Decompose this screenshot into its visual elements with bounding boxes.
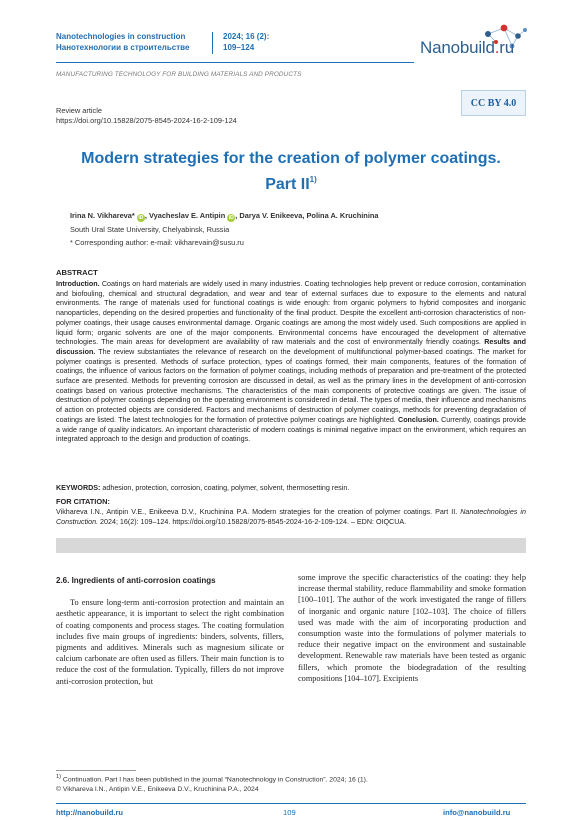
citation-authors: Vikhareva I.N., Antipin V.E., Enikeeva D.V., Kruchinina P.A. Modern strategies for the creation of polymer coatings. Part II. [56,508,461,516]
abstract-intro: Coatings on hard materials are widely used in many industries. Coating technologies help prevent or reduce corrosion, contamination and biofouling, chemical and structural degradation, and wear and tear of external surfaces due to exposure to the elements and natural environments. The range of materials used for functional coatings is wide enough: from organic polymers to hybrid composites and inorganic nanoparticles, depending on the desired properties and functionality of the final product. Despite the excellent anti-corrosion characteristics of non-polymer coatings, their usage causes environmental damage. Organic coatings are among the most widely used. Such compositions are applied in liquid form; organic solvents are one of the major components. Environmental concerns have encouraged the development of alternative technologies. The main areas for development are availability of raw materials and the cost of environmentally friendly coatings. [56,280,526,347]
keywords-text: adhesion, protection, corrosion, coating, polymer, solvent, thermosetting resin. [100,484,350,492]
logo-tld: ru [499,38,515,57]
body-paragraph: some improve the specific characteristics of the coating: they help increase thermal stability, reduce flammability and smoke formation [100–101]. The author of the work investigated the range of fillers of inorganic and organic nature [102–103]. The choice of fillers used was made with the aim of incorporating production and consumption waste into the formulations of polymer materials to reduce their negative impact on the environment and sustainable development. Renewable raw materials have been tested as organic fillers, which promote the biodegradation of the resulting compositions [104–107]. Excipients [298,573,526,683]
citation-details: 2024; 16(2): 109–124. https://doi.org/10.15828/2075-8545-2024-16-2-109-124. – EDN: OIQCUA. [98,517,407,526]
title-part: Part II [265,176,310,193]
abstract-conclusion: Currently, coatings provide a wide range of quality indicators. An important characteristic of modern coatings is minimal negative impact on the environment, which requires an integrated approach to the design and production of coatings. [56,415,527,444]
orcid-icon[interactable]: iD [228,215,234,221]
article-type: Review article [56,106,103,115]
authors [70,211,379,222]
orcid-icon[interactable]: iD [138,215,144,221]
journal-name [56,32,189,53]
abstract-results-label: Results and discussion. [56,338,526,356]
issue-number: 2024; 16 (2): [223,32,270,41]
abstract-conclusion-label: Conclusion. [398,415,439,424]
footnote-marker: 1) [56,774,62,780]
copyright-note: © Vikhareva I.N., Antipin V.E., Enikeeva D.V., Kruchinina P.A., 2024 [56,786,259,793]
abstract-text [56,280,526,445]
footer-url[interactable]: http://nanobuild.ru [56,808,124,817]
abstract-intro-label: Introduction. [56,280,100,288]
header-rule [56,62,414,63]
keywords-label: KEYWORDS: [56,484,101,492]
title-line-2 [56,169,526,195]
affiliation: South Ural State University, Chelyabinsk, Russia [70,225,230,234]
footnote-1 [56,774,368,783]
section-label: MANUFACTURING TECHNOLOGY FOR BUILDING MATERIALS AND PRODUCTS [56,71,302,78]
journal-name-en: Nanotechnologies in construction [56,32,186,41]
abstract-heading: ABSTRACT [56,268,98,277]
title-line-1: Modern strategies for the creation of polymer coatings. [81,150,501,167]
header-divider [212,32,213,54]
author-2: , Vyacheslav E. Antipin [144,211,226,220]
corresponding-author: * Corresponding author: e-mail: vikharevain@susu.ru [70,238,244,247]
footer-email[interactable]: info@nanobuild.ru [443,808,511,817]
citation-journal: Nanotechnologies in Construction. [56,508,526,526]
body-paragraph: To ensure long-term anti-corrosion protection and maintain an aesthetic appearance, it is important to select the right combination of coating components and process stages. The coating formulation includes five main groups of ingredients: binders, solvents, fillers, pigments and additives. Minerals such as magnesium silicate or calcium carbonate are often used as fillers. Their main function is to reduce the cost of the formulation. Typically, fillers do not improve anti-corrosion protection, but [56,598,284,686]
logo-dot: . [494,38,500,57]
nanobuild-logo[interactable] [418,24,528,64]
body-column-left [56,575,284,687]
footnote-rule [56,770,136,771]
doi-link[interactable]: https://doi.org/10.15828/2075-8545-2024-16-2-109-124 [56,116,237,125]
footnote-text: Continuation. Part I has been published in the journal “Nanotechnology in Construction”. 2024; 16 (1). [61,776,368,784]
logo-text [420,38,514,58]
footer-rule [56,803,526,804]
title-footnote-marker: 1) [309,175,317,184]
article-title [56,148,526,195]
abstract-results: The review substantiates the relevance of research on the development of multifunctional polymer-based coatings. The market for polymer coatings is presented. Methods of surface protection, types of coatings formed, their main components, features of the formation of coatings, the influence of various factors on the formation of polymer coatings, including methods of preparation and pre-treatment of the protected surface are presented. Methods for preventing corrosion are discussed in detail, as well as the primary lines in the development of anti-corrosion coatings based on various protective mechanisms. The characteristics of the main components of protective coatings are given. The issue of destruction of polymer coatings depending on the operating environment is considered in detail. The types of media, their influence and mechanisms of action on protected objects are considered. Factors and mechanisms of destruction of polymer coatings, methods for preventing degradation of coatings are listed. The latest technologies for the formation of protective polymer coatings are highlighted. [56,347,526,424]
issue-pages: 109–124 [223,42,255,52]
author-3: , Darya V. Enikeeva, Polina A. Kruchinina [235,211,379,220]
journal-name-ru: Нанотехнологии в строительстве [56,42,190,52]
separator-bar [56,538,526,553]
page-number: 109 [283,808,296,817]
section-heading: 2.6. Ingredients of anti-corrosion coatings [56,576,216,585]
author-1: Irina N. Vikhareva* [70,211,135,220]
body-column-right [298,572,526,684]
citation-heading: FOR CITATION: [56,497,110,506]
issue-info [223,32,269,53]
logo-word: Nanobuild [420,38,495,57]
license-badge[interactable]: CC BY 4.0 [461,90,526,116]
citation-text [56,508,526,527]
keywords [56,484,349,492]
